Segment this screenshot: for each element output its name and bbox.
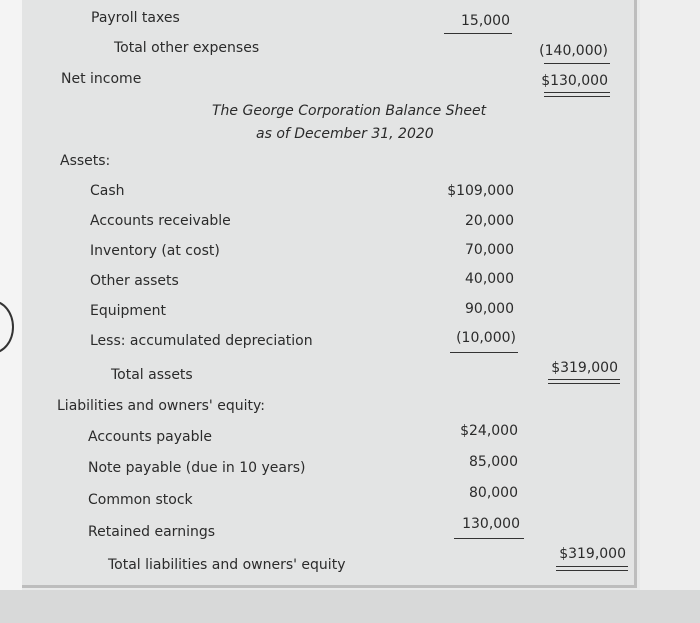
- asset-value: 20,000: [465, 213, 514, 229]
- asset-value: $109,000: [447, 183, 514, 199]
- equity-label: Retained earnings: [88, 524, 216, 540]
- double-underline: [556, 566, 628, 571]
- liability-value: 85,000: [469, 454, 518, 470]
- asset-value: 40,000: [465, 271, 514, 287]
- equity-value: 130,000: [462, 516, 520, 532]
- asset-label: Less: accumulated depreciation: [90, 333, 313, 349]
- liabilities-header: Liabilities and owners' equity:: [57, 398, 265, 414]
- asset-value: (10,000): [456, 330, 516, 346]
- net-income-value: $130,000: [541, 73, 608, 89]
- total-assets-value: $319,000: [551, 360, 618, 376]
- assets-header: Assets:: [60, 153, 111, 169]
- equity-label: Common stock: [88, 492, 193, 508]
- underline: [454, 538, 524, 539]
- underline: [444, 33, 512, 34]
- net-income-label: Net income: [61, 71, 142, 87]
- underline: [450, 352, 518, 353]
- asset-label: Equipment: [90, 303, 166, 319]
- asset-label: Cash: [90, 183, 125, 199]
- underline: [544, 63, 610, 64]
- background-bottom: [0, 590, 700, 623]
- balance-sheet-date: as of December 31, 2020: [256, 126, 434, 142]
- double-underline: [548, 379, 620, 384]
- asset-value: 70,000: [465, 242, 514, 258]
- payroll-taxes-label: Payroll taxes: [91, 10, 180, 26]
- equity-value: 80,000: [469, 485, 518, 501]
- balance-sheet-title: The George Corporation Balance Sheet: [212, 103, 487, 119]
- double-underline: [544, 92, 610, 97]
- total-assets-label: Total assets: [111, 367, 193, 383]
- background-right: [640, 0, 700, 590]
- total-other-expenses-value: (140,000): [539, 43, 608, 59]
- asset-label: Accounts receivable: [90, 213, 231, 229]
- liability-label: Note payable (due in 10 years): [88, 460, 306, 476]
- liability-label: Accounts payable: [88, 429, 212, 445]
- asset-value: 90,000: [465, 301, 514, 317]
- payroll-taxes-value: 15,000: [461, 13, 510, 29]
- liability-value: $24,000: [460, 423, 518, 439]
- asset-label: Other assets: [90, 273, 179, 289]
- total-liabilities-equity-value: $319,000: [559, 546, 626, 562]
- total-other-expenses-label: Total other expenses: [114, 40, 260, 56]
- total-liabilities-equity-label: Total liabilities and owners' equity: [108, 557, 346, 573]
- asset-label: Inventory (at cost): [90, 243, 220, 259]
